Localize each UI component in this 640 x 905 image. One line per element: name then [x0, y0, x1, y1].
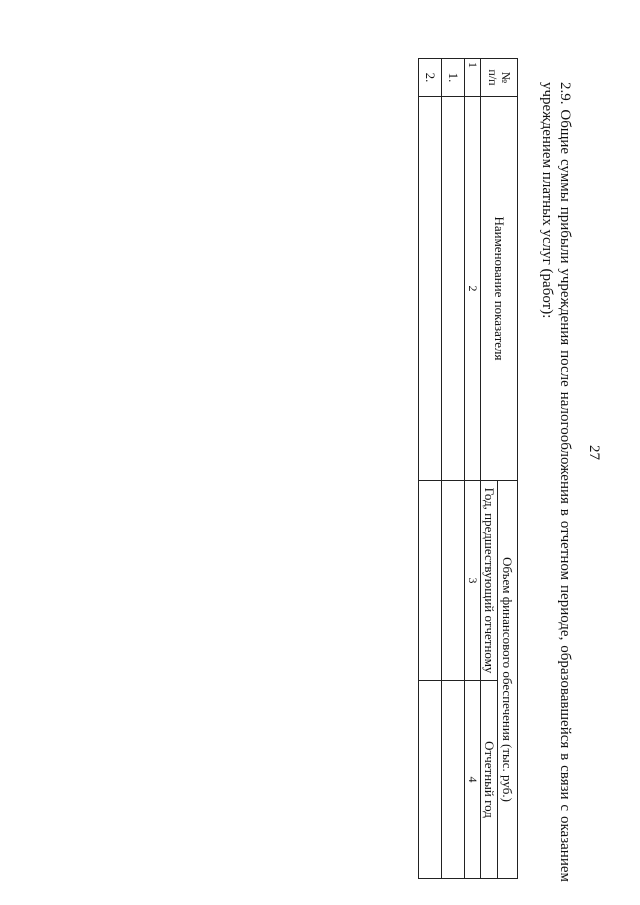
header-number-symbol: №: [499, 71, 513, 84]
header-financing-volume: Объем финансового обеспечения (тыс. руб.): [498, 481, 518, 879]
row-indicator-name: [419, 97, 442, 481]
table-header-row: [498, 59, 518, 879]
header-previous-year: Год, предшествующий отчетному: [481, 481, 498, 681]
table-row: [419, 59, 442, 879]
profit-table: [418, 58, 518, 879]
column-index-row: [465, 59, 481, 879]
table-row: [442, 59, 465, 879]
row-previous-year-value: [442, 481, 465, 681]
column-index-3: 3: [465, 481, 481, 681]
row-number: 2.: [419, 59, 442, 97]
row-reporting-year-value: [419, 681, 442, 879]
column-index-4: 4: [465, 681, 481, 879]
page-number: 27: [586, 445, 602, 460]
column-index-2: 2: [465, 97, 481, 481]
section-heading: 2.9. Общие суммы прибыли учреждения после налогообложения в отчетном периоде, образовавшейся в связи с оказанием учреждением платных услуг (работ):: [539, 82, 573, 882]
column-index-1: 1: [465, 59, 481, 97]
row-reporting-year-value: [442, 681, 465, 879]
row-indicator-name: [442, 97, 465, 481]
header-number-cell: [481, 59, 518, 97]
header-number-abbrev: п/п: [486, 69, 500, 86]
header-reporting-year: Отчетный год: [481, 681, 498, 879]
row-previous-year-value: [419, 481, 442, 681]
header-indicator-name: Наименование показателя: [481, 97, 518, 481]
row-number: 1.: [442, 59, 465, 97]
